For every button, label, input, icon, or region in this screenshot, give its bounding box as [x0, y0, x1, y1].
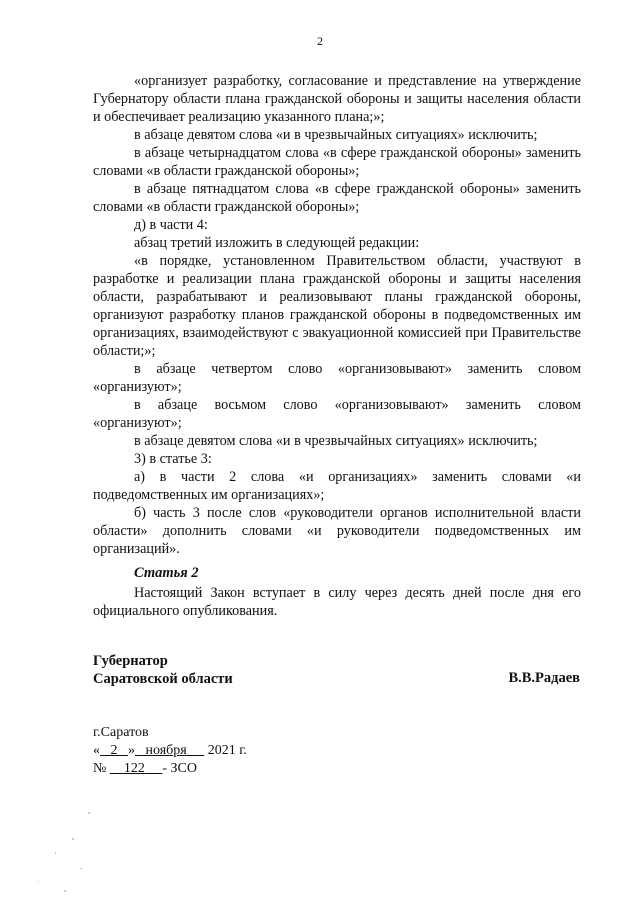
paragraph: 3) в статье 3:: [134, 451, 212, 467]
paragraph: б) часть 3 после слов «руководители органов исполнительной власти области» дополнить словами «и руководители подведомственных им организаций».: [93, 505, 581, 557]
paragraph: «организует разработку, согласование и представление на утверждение Губернатору области плана гражданской обороны и защиты населения области и обеспечивает реализацию указанного плана;»;: [93, 73, 581, 125]
signature-title-line1: Губернатор: [93, 653, 168, 669]
footer-date: [93, 742, 247, 760]
paragraph: д) в части 4:: [134, 217, 208, 233]
number-sign: №: [93, 761, 107, 776]
article-heading: Статья 2: [134, 565, 199, 581]
footer-city: г.Саратов: [93, 725, 149, 740]
date-close-quote: »: [128, 743, 135, 758]
paragraph: а) в части 2 слова «и организациях» заменить словами «и подведомственных им организациях»;: [93, 469, 581, 503]
date-day: 2: [110, 743, 118, 758]
law-number: 122: [123, 761, 145, 776]
date-month: ноября: [145, 743, 187, 758]
date-open-quote: «: [93, 743, 100, 758]
paragraph: в абзаце девятом слова «и в чрезвычайных ситуациях» исключить;: [134, 433, 538, 449]
paragraph: в абзаце девятом слова «и в чрезвычайных ситуациях» исключить;: [134, 127, 538, 143]
paragraph: в абзаце пятнадцатом слова «в сфере гражданской обороны» заменить словами «в области гражданской обороны»;: [93, 181, 581, 215]
signature-title-line2: Саратовской области: [93, 671, 233, 687]
page-number: 2: [317, 34, 323, 48]
signature-name: В.В.Радаев: [508, 670, 580, 686]
footer-number: [93, 760, 197, 778]
date-year: 2021 г.: [207, 743, 247, 758]
paragraph: абзац третий изложить в следующей редакции:: [134, 235, 420, 251]
paragraph: в абзаце четвертом слово «организовывают» заменить словом «организуют»;: [93, 361, 581, 395]
article-body: [93, 584, 581, 620]
amendments-body: [93, 72, 581, 558]
paragraph: в абзаце восьмом слово «организовывают» заменить словом «организуют»;: [93, 397, 581, 431]
article-text: Настоящий Закон вступает в силу через десять дней после дня его официального опубликования.: [93, 585, 581, 619]
paragraph: в абзаце четырнадцатом слова «в сфере гражданской обороны» заменить словами «в области гражданской обороны»;: [93, 145, 581, 179]
paragraph: «в порядке, установленном Правительством области, участвуют в разработке и реализации плана гражданской обороны и защиты населения области, разрабатывают и реализовывают планы гражданской обороны, организуют разработку планов гражданской обороны в подведомственных им организациях, взаимодействуют с эвакуационной комиссией при Правительстве области;»;: [93, 253, 581, 359]
number-suffix: - ЗСО: [162, 761, 197, 776]
